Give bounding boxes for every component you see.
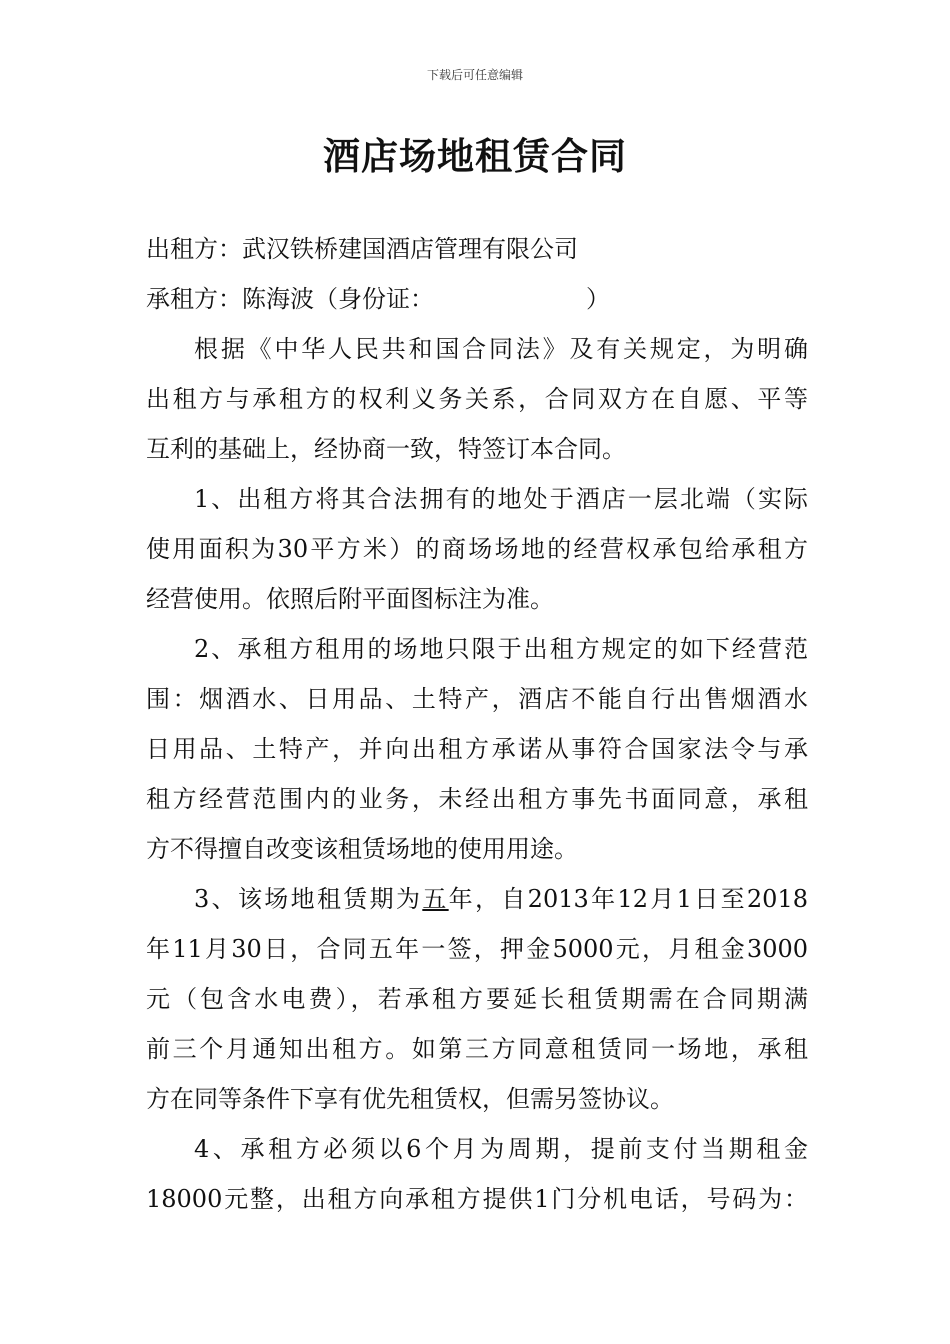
preamble-line: 互利的基础上，经协商一致，特签订本合同。 — [146, 435, 626, 463]
clause-3-dates: 年，自2013年12月1日至2018 — [448, 885, 808, 913]
lessee-prefix: 承租方：陈海波（身份证： — [146, 285, 434, 313]
clause-4-line: 18000元整，出租方向承租方提供1门分机电话，号码为： — [146, 1185, 808, 1213]
clause-3-line — [146, 874, 808, 924]
lessee-line — [146, 274, 808, 324]
clause-2-line: 日用品、土特产，并向出租方承诺从事符合国家法令与承 — [146, 735, 808, 763]
clause-4-line: 4、承租方必须以6个月为周期，提前支付当期租金 — [194, 1135, 808, 1163]
clause-3-line: 方在同等条件下享有优先租赁权，但需另签协议。 — [146, 1085, 674, 1113]
lease-term-value: 五 — [422, 885, 449, 913]
clause-2-line: 方不得擅自改变该租赁场地的使用用途。 — [146, 835, 578, 863]
lessor-line: 出租方：武汉铁桥建国酒店管理有限公司 — [146, 235, 578, 263]
preamble-line: 根据《中华人民共和国合同法》及有关规定，为明确 — [194, 335, 808, 363]
header-note: 下载后可任意编辑 — [426, 68, 523, 82]
clause-2-line: 围：烟酒水、日用品、土特产，酒店不能自行出售烟酒水 — [146, 685, 808, 713]
document-title: 酒店场地租赁合同 — [323, 134, 627, 178]
clause-3-line: 年11月30日，合同五年一签，押金5000元，月租金3000 — [146, 935, 808, 963]
clause-2-line: 2、承租方租用的场地只限于出租方规定的如下经营范 — [194, 635, 808, 663]
lessee-suffix: ） — [586, 285, 610, 313]
clause-1-line: 经营使用。依照后附平面图标注为准。 — [146, 585, 554, 613]
clause-3-line: 元（包含水电费），若承租方要延长租赁期需在合同期满 — [146, 985, 808, 1013]
clause-3-line: 前三个月通知出租方。如第三方同意租赁同一场地，承租 — [146, 1035, 808, 1063]
clause-1-line: 使用面积为30平方米）的商场场地的经营权承包给承租方 — [146, 535, 808, 563]
clause-2-line: 租方经营范围内的业务，未经出租方事先书面同意，承租 — [146, 785, 808, 813]
clause-3-lead: 3、该场地租赁期为 — [194, 885, 423, 913]
preamble-line: 出租方与承租方的权利义务关系，合同双方在自愿、平等 — [146, 385, 808, 413]
contract-body — [146, 224, 808, 1224]
clause-1-line: 1、出租方将其合法拥有的地处于酒店一层北端（实际 — [194, 485, 808, 513]
